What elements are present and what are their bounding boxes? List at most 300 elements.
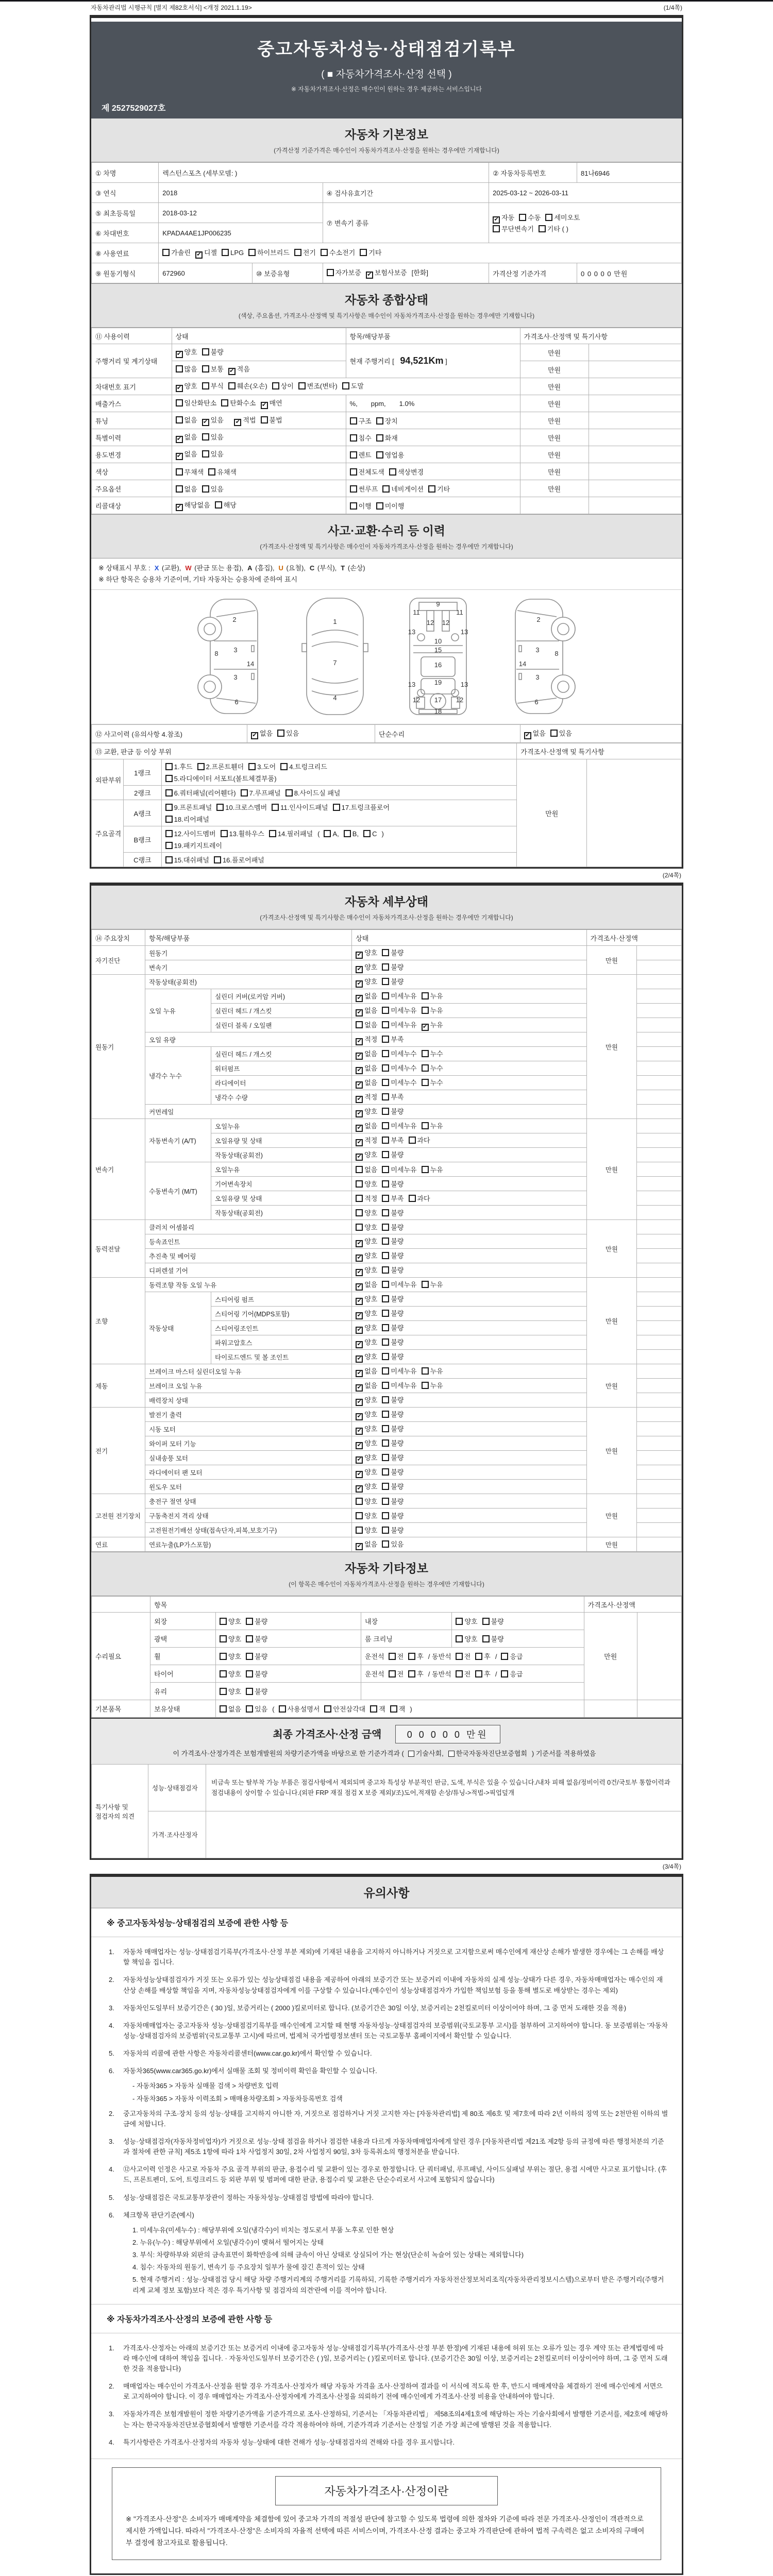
notice-item-text: 자동차 매매업자는 성능·상태점검기록부(가격조사·산정 부분 제외)에 기재된 내용을 고지하지 아니하거나 거짓으로 고지함으로써 매수인에게 재산상 손해가 발생한 경우에는 그 손해를 배상할 책임을 집니다. [123, 1948, 664, 1967]
checkbox-option [356, 1337, 377, 1348]
notice-item [91, 2045, 682, 2062]
option-label: 누유 [430, 1367, 443, 1375]
device-group-label: 제동 [92, 1364, 145, 1408]
notice-item [91, 2378, 682, 2405]
checkbox-icon [246, 1635, 253, 1642]
option-label: 불량 [391, 963, 404, 971]
option-text: 이 가격조사·산정가격은 보험개발원의 차량기준가액을 바탕으로 한 기준가격과 ( [173, 1750, 404, 1758]
option-label: 수소전기 [329, 249, 356, 257]
checkbox-icon [382, 949, 389, 956]
field-label: ⑥ 차대번호 [92, 223, 159, 243]
notice-item [91, 2405, 682, 2433]
checkbox-icon [382, 1367, 389, 1375]
checkbox-option [422, 1048, 443, 1058]
table-row [92, 930, 682, 946]
checkbox-option [501, 1669, 523, 1679]
notes-cell [589, 480, 681, 497]
state-options [352, 1234, 586, 1249]
checkbox-option [321, 247, 355, 257]
field-label: ④ 검사유효기간 [323, 183, 489, 203]
checkbox-option [376, 416, 398, 426]
notice-item-text: 자동차매매업자는 중고자동차 성능·상태점검기록부를 매수인에게 고지할 때 현행 자동차성능·상태점검자의 보증범위(국토교통부 고시)를 첨부하여 고지하여야 합니다. 동 보증범위는 '자동차성능·상태점검자의 보증범위'(국토교통부 고시)에 따르며, 법제처 국가법령정보센터 또는 국토교통부 홈페이지에서 확인할 수 있습니다. [123, 2021, 668, 2040]
checkbox-icon [220, 1670, 227, 1677]
diagram-number: 12 [412, 696, 421, 704]
checkbox-option [382, 1380, 416, 1390]
item-label: 동력조향 작동 오일 누유 [145, 1278, 352, 1292]
option-label: 양호 [364, 1482, 378, 1490]
option-label: 없음 [228, 1705, 242, 1714]
option-label: 불량 [255, 1635, 268, 1643]
checkbox-icon [382, 1021, 389, 1028]
checkbox-option [279, 1704, 320, 1714]
table-row [92, 412, 682, 429]
checkbox-icon [324, 830, 331, 837]
checkbox-icon [360, 249, 367, 256]
checkbox-option [356, 1423, 377, 1435]
table-row [92, 1811, 682, 1858]
state-options [352, 960, 586, 975]
checkbox-option [324, 1704, 365, 1714]
notice-section-body [91, 1937, 682, 2304]
option-label: 양호 [364, 1224, 378, 1232]
option-label: 9.프론트패널 [174, 804, 212, 812]
checkbox-checked-icon: ✔ [356, 1327, 363, 1334]
checkbox-checked-icon: ✔ [524, 732, 531, 739]
option-label: 보통 [210, 365, 224, 373]
item-label: 커먼레일 [145, 1105, 352, 1119]
option-label: 14.필러패널 [277, 830, 313, 838]
option-label: 응급 [510, 1653, 523, 1661]
checkbox-icon [382, 978, 389, 985]
notes-cell [637, 1537, 682, 1552]
checkbox-icon [165, 856, 173, 863]
checkbox-checked-icon: ✔ [356, 1298, 363, 1305]
option-label: 19.패키지트레이 [174, 842, 223, 850]
field-value: 81나6946 [577, 163, 682, 183]
notes-cell [637, 1350, 682, 1364]
notes-cell [637, 1177, 682, 1191]
checkbox-option [422, 1005, 443, 1015]
item-label: 룸 크리닝 [361, 1630, 451, 1648]
state-options [352, 1191, 586, 1206]
checkbox-option [382, 1294, 404, 1303]
checkbox-icon [550, 730, 558, 737]
option-label: 있음 [210, 450, 224, 458]
checkbox-icon [214, 856, 221, 863]
option-label: 변조(변타) [307, 382, 338, 390]
state-options [352, 1090, 586, 1105]
state-options [172, 497, 346, 514]
state-options [352, 1408, 586, 1422]
state-options [172, 412, 346, 429]
option-label: 7.루프패널 [249, 789, 281, 798]
checkbox-option [475, 1651, 491, 1661]
notice-sub-item: 5. 현재 주행거리 : 성능·상태점검 당시 해당 차량 주행거리계의 주행거리를 기록하되, 기록한 주행거리가 자동차전산정보처리조직(자동차관리정보시스템)으로부터 받은 주행거리(주행거리계 교체 정보 포함)보다 적은 경우 특기사항 및 점검자의 의견'란에 이를 적어야 합니다. [132, 2276, 664, 2294]
checkbox-checked-icon: ✔ [356, 966, 363, 973]
option-text: ) [381, 830, 384, 838]
option-label: 양호 [464, 1635, 478, 1643]
checkbox-checked-icon: ✔ [356, 1067, 363, 1074]
checkbox-icon [389, 1670, 396, 1677]
checkbox-icon [422, 1281, 429, 1288]
option-label: 응급 [510, 1670, 523, 1679]
panel-item-line [165, 787, 513, 799]
section-heading: 자동차 기타정보 [345, 1562, 428, 1575]
option-text: 현재 주행거리 [ [349, 358, 396, 365]
inspector-opinion-table [91, 1764, 682, 1858]
diagram-number: 8 [554, 650, 559, 658]
diagram-number: 18 [434, 707, 442, 716]
checkbox-icon [321, 249, 328, 256]
panel-item-line [165, 813, 513, 825]
checkbox-option [382, 1222, 404, 1232]
state-options [352, 1379, 586, 1393]
checkbox-option [382, 1308, 404, 1318]
option-label: 전기 [303, 249, 316, 257]
state-options [452, 1613, 584, 1630]
appraiser-comment [206, 1811, 682, 1858]
checkbox-icon [176, 416, 183, 423]
checkbox-icon [221, 399, 228, 406]
car-diagram-side-right [515, 599, 575, 714]
item-label: 고전원전기배선 상태(접속단자,피복,보호기구) [145, 1523, 352, 1537]
notice-item-text: 중고자동차의 구조·장치 등의 성능·상태를 고지하지 아니한 자, 거짓으로 점검하거나 거짓 고지한 자는 [자동차관리법] 제 80조 제6호 및 제7호에 따라 2년 이하의 징역 또는 2천만원 이하의 벌금에 처합니다. [123, 2109, 668, 2128]
field-label: ⑩ 보증유형 [252, 263, 323, 283]
checkbox-icon [202, 365, 209, 372]
option-label: 훼손(오손) [237, 382, 267, 390]
checkbox-option [261, 415, 282, 425]
state-options [452, 1630, 584, 1648]
option-label: 불량 [210, 348, 224, 356]
panel-item-line [165, 827, 513, 839]
checkbox-option [382, 1250, 404, 1260]
notes-cell [637, 1321, 682, 1335]
checkbox-option [360, 247, 381, 257]
price-cell: 만원 [586, 1364, 637, 1408]
option-text: ] [443, 358, 447, 365]
notes-cell [637, 1061, 682, 1076]
checkbox-icon [382, 1122, 389, 1129]
item-label: 실린더 헤드 / 개스킷 [211, 1004, 352, 1018]
state-options [172, 429, 346, 446]
checkbox-checked-icon: ✔ [493, 216, 500, 224]
checkbox-option [422, 1164, 443, 1174]
option-label: 장치 [384, 417, 398, 425]
option-label: 후 [417, 1670, 424, 1679]
checkbox-option [165, 802, 212, 812]
table-row [92, 1364, 682, 1379]
panel-item-line [165, 801, 513, 813]
option-label: 자동 [501, 214, 515, 222]
notices-content [91, 1908, 682, 2459]
option-label: 적정 [364, 1093, 378, 1101]
panel-item-line [165, 839, 513, 851]
checkbox-option [422, 1121, 443, 1130]
document-note: ※ 자동차가격조사·산정은 매수인이 원하는 경우 제공하는 서비스입니다 [291, 86, 482, 93]
checkbox-option [456, 1669, 471, 1679]
item-label: 윈도우 모터 [145, 1480, 352, 1494]
field-label: ① 차명 [92, 163, 159, 183]
checkbox-option [382, 991, 416, 1001]
checkbox-option [356, 1452, 377, 1464]
notice-item [91, 1943, 682, 1971]
checkbox-option [350, 433, 372, 443]
checkbox-option [382, 1409, 404, 1419]
checkbox-checked-icon: ✔ [356, 995, 363, 1002]
checkbox-option [382, 1106, 404, 1116]
position-options [361, 1665, 584, 1683]
checkbox-icon [298, 382, 306, 389]
checkbox-icon [370, 1705, 377, 1713]
checkbox-icon [382, 1454, 389, 1461]
infobox-body: ※ "가격조사·산정"은 소비자가 매매계약을 체결함에 있어 중고차 가격의 적절성 판단에 참고할 수 있도록 법령에 의한 절차와 기준에 따라 전문 가격조사·산정인이 객관적으로 제시한 가액입니다. 따라서 "가격조사·산정"은 소비자의 자율적 선택에 따른 서비스이며, 가격조사·산정 결과는 중고차 가격판단에 관하여 법적 구속력은 없고 소비자의 구매여부 결정에 참고자료로 활용됩니다. [126, 2515, 645, 2547]
checkbox-option [195, 247, 217, 259]
checkbox-icon [202, 433, 209, 440]
checkbox-option [246, 1651, 267, 1661]
price-survey-infobox [112, 2467, 661, 2560]
checkbox-option [234, 415, 256, 426]
option-label: 해당 [223, 501, 237, 509]
checkbox-option [382, 1395, 404, 1404]
option-label: 없음 [364, 1021, 378, 1029]
option-label: 불량 [391, 1352, 404, 1361]
checkbox-icon [176, 365, 183, 372]
checkbox-icon [356, 1527, 363, 1534]
option-label: 불량 [391, 1107, 404, 1115]
checkbox-option [162, 247, 191, 257]
item-label: 추진축 및 베어링 [145, 1249, 352, 1263]
section-subheading: (가격조사·산정액 및 특기사항은 매수인이 자동차가격조사·산정을 원하는 경우에만 기재합니다) [260, 543, 513, 550]
state-options [352, 1278, 586, 1292]
checkbox-checked-icon: ✔ [202, 419, 209, 426]
checkbox-option [382, 1366, 416, 1376]
option-label: 16.플로어패널 [222, 856, 264, 865]
legend-code: A [247, 564, 253, 572]
checkbox-icon [261, 416, 268, 423]
legend-desc: (부식), [315, 564, 337, 572]
state-options [352, 1436, 586, 1451]
warranty-options [323, 263, 489, 283]
row-label: 용도변경 [92, 446, 172, 463]
checkbox-option [363, 830, 377, 838]
appraiser-role: 가격·조사산정자 [148, 1811, 206, 1858]
checkbox-icon [272, 804, 279, 811]
checkbox-checked-icon: ✔ [356, 1471, 363, 1478]
option-label: 불량 [255, 1653, 268, 1661]
panel-item-line [165, 760, 513, 772]
column-header: 항목/해당부품 [145, 930, 352, 946]
state-options [352, 1537, 586, 1552]
checkbox-option [356, 1164, 377, 1174]
checkbox-option [422, 991, 443, 1001]
diagram-number: 12 [456, 696, 464, 704]
checkbox-option [356, 1438, 377, 1449]
option-label: 많음 [184, 365, 197, 373]
table-row [92, 975, 682, 989]
checkbox-option [221, 398, 256, 408]
checkbox-icon [389, 468, 396, 476]
checkbox-option [382, 1020, 416, 1029]
checkbox-option [382, 484, 424, 494]
item-label: 외장 [150, 1613, 216, 1630]
price-cell: 만원 [520, 480, 589, 497]
item-label: 타이로드엔드 및 볼 조인트 [211, 1350, 352, 1364]
checkbox-option [382, 1149, 404, 1159]
option-label: 세미오토 [554, 214, 580, 222]
checkbox-icon [382, 1151, 389, 1158]
row-label: 차대번호 표기 [92, 378, 172, 395]
checkbox-option [222, 249, 244, 257]
notes-cell [637, 1018, 682, 1032]
checkbox-icon [539, 225, 546, 232]
checkbox-icon [382, 1295, 389, 1302]
inspector-role: 성능·상태점검자 [148, 1765, 206, 1811]
diagram-number: 6 [234, 698, 239, 706]
state-options [352, 1133, 586, 1148]
option-label: 불량 [391, 1251, 404, 1260]
option-label: 6.쿼터패널(리어휀다) [174, 789, 236, 798]
checkbox-icon [422, 1166, 429, 1173]
option-label: 없음 [364, 1049, 378, 1058]
item-label: 오일유량 및 상태 [211, 1191, 352, 1206]
item-label: 구동축전지 격리 상태 [145, 1509, 352, 1523]
checkbox-option [524, 728, 546, 739]
checkbox-checked-icon: ✔ [356, 1384, 363, 1392]
checkbox-option [519, 212, 541, 222]
notice-item-number: 3. [109, 2138, 114, 2146]
checkbox-icon [382, 1439, 389, 1447]
checkbox-icon [382, 1411, 389, 1418]
field-label: ⑦ 변속기 종류 [323, 203, 489, 243]
checkbox-icon [382, 1224, 389, 1231]
checkbox-option [176, 467, 204, 477]
notes-cell [637, 1032, 682, 1047]
diagram-number: 3 [535, 646, 540, 654]
checkbox-option [294, 247, 316, 257]
device-group-label: 변속기 [92, 1119, 145, 1220]
option-label: 누수 [430, 1049, 443, 1058]
checkbox-option [475, 1669, 491, 1679]
price-cell: 만원 [520, 429, 589, 446]
item-options [346, 463, 520, 480]
option-text: ) [410, 1705, 412, 1714]
option-label: 기타 ( ) [547, 225, 568, 233]
option-label: 있음 [210, 485, 224, 493]
panel-item-line [165, 772, 513, 784]
checkbox-option [165, 761, 193, 771]
notes-cell [637, 1451, 682, 1465]
notice-item-text: 자동차가격은 보험개발원이 정한 차량기준가액을 기준가격으로 조사·산정하되, 기준서는 「자동차관리법」 제58조의4제1호에 해당하는 자는 기술사회에서 발행한 기준서를, 제2호에 해당하는 자는 한국자동차진단보증협회에서 발행한 기준서를 각각 적용하여야 하며, 기준가격과 기준서는 산정일 기준 가장 최근에 발행된 것을 적용합니다. [123, 2410, 668, 2429]
document-subtitle: ( ■ 자동차가격조사·산정 선택 ) [321, 69, 452, 80]
option-label: 없음 [184, 433, 197, 441]
notes-cell [637, 1436, 682, 1451]
checkbox-icon [382, 1468, 389, 1476]
notes-cell [637, 1613, 681, 1700]
table-row [92, 429, 682, 446]
page1-box [90, 15, 683, 869]
checkbox-icon [382, 1512, 389, 1519]
checkbox-option [356, 1077, 377, 1089]
option-label: 적정 [364, 1195, 378, 1203]
part-group-label: 외판부위 [92, 759, 124, 800]
checkbox-icon [356, 1209, 363, 1216]
checkbox-icon [382, 1527, 389, 1534]
table-row [92, 378, 682, 395]
checkbox-option [389, 1651, 404, 1661]
rank-label: B랭크 [124, 826, 162, 853]
option-label: 불량 [391, 1309, 404, 1317]
summary-title [91, 283, 682, 328]
option-label: 양호 [464, 1618, 478, 1626]
checkbox-icon [422, 1367, 429, 1375]
checkbox-option [408, 1748, 444, 1758]
checkbox-option [493, 224, 534, 233]
inspector-comment: 비금속 또는 탈부착 가능 부품은 점검사항에서 제외되며 중고차 특성상 부분적인 판금, 도색, 부식은 있을 수 있습니다./내차 피해 없음/정비이력 0건/국토부 통합이력과 점검내용이 상이할 수 있습니다.(외판 FRP 재질 점검 X 보증 제외)/조)도어,적재함 손상/튜닝->적법->픽업덮개 [206, 1765, 682, 1811]
checkbox-option [246, 1704, 267, 1714]
option-label: 양호 [364, 1180, 378, 1189]
option-label: 누수 [430, 1078, 443, 1087]
checkbox-option [165, 788, 236, 798]
final-price-label: 최종 가격조사·산정 금액 [273, 1729, 382, 1741]
checkbox-checked-icon: ✔ [356, 1154, 363, 1161]
final-price-band [91, 1718, 682, 1764]
checkbox-checked-icon: ✔ [176, 385, 183, 392]
diagram-number: 1 [333, 618, 337, 626]
option-label: 5.라디에이터 서포트(볼트체결부품) [174, 775, 277, 783]
legend-code: X [154, 564, 159, 572]
checkbox-option [356, 1308, 377, 1319]
checkbox-icon [376, 502, 383, 510]
diagram-number: 14 [246, 660, 255, 668]
option-label: 누유 [430, 1006, 443, 1014]
option-label: 화재 [384, 434, 398, 442]
checkbox-icon [382, 1252, 389, 1259]
option-label: 양호 [228, 1618, 242, 1626]
notes-cell [637, 1076, 682, 1090]
notes-cell [589, 361, 681, 378]
column-header: 항목/해당부품 [346, 328, 520, 344]
diagram-number: 3 [233, 673, 238, 682]
diagram-number: 15 [434, 646, 442, 654]
panel-items [161, 800, 517, 826]
notes-cell [637, 1480, 682, 1494]
column-header: 상태 [352, 930, 586, 946]
notice-section-header: ※ 자동차가격조사·산정의 보증에 관한 사항 등 [91, 2304, 682, 2333]
option-label: 불량 [391, 1295, 404, 1303]
position-options [361, 1648, 584, 1665]
checkbox-checked-icon: ✔ [356, 1139, 363, 1146]
state-options [352, 1249, 586, 1263]
option-label: 불법 [269, 416, 282, 424]
checkbox-icon [382, 1093, 389, 1100]
checkbox-icon [272, 382, 279, 389]
checkbox-icon [176, 485, 183, 493]
form-reference: 자동차관리법 시행규칙 [별지 제82호서식] <개정 2021.1.19> [91, 4, 252, 11]
notes-cell [589, 344, 681, 361]
option-label: 과다 [417, 1136, 430, 1144]
checkbox-option [356, 1179, 377, 1189]
item-label: 실린더 블록 / 오일팬 [211, 1018, 352, 1032]
device-group-label: 동력전달 [92, 1220, 145, 1278]
option-label: LPG [230, 249, 244, 257]
notice-item [91, 2434, 682, 2451]
checkbox-option [220, 1651, 241, 1661]
checkbox-option [261, 398, 282, 409]
item-options [346, 446, 520, 463]
checkbox-option [176, 381, 197, 392]
checkbox-icon [208, 468, 215, 476]
detail-title [91, 886, 682, 929]
